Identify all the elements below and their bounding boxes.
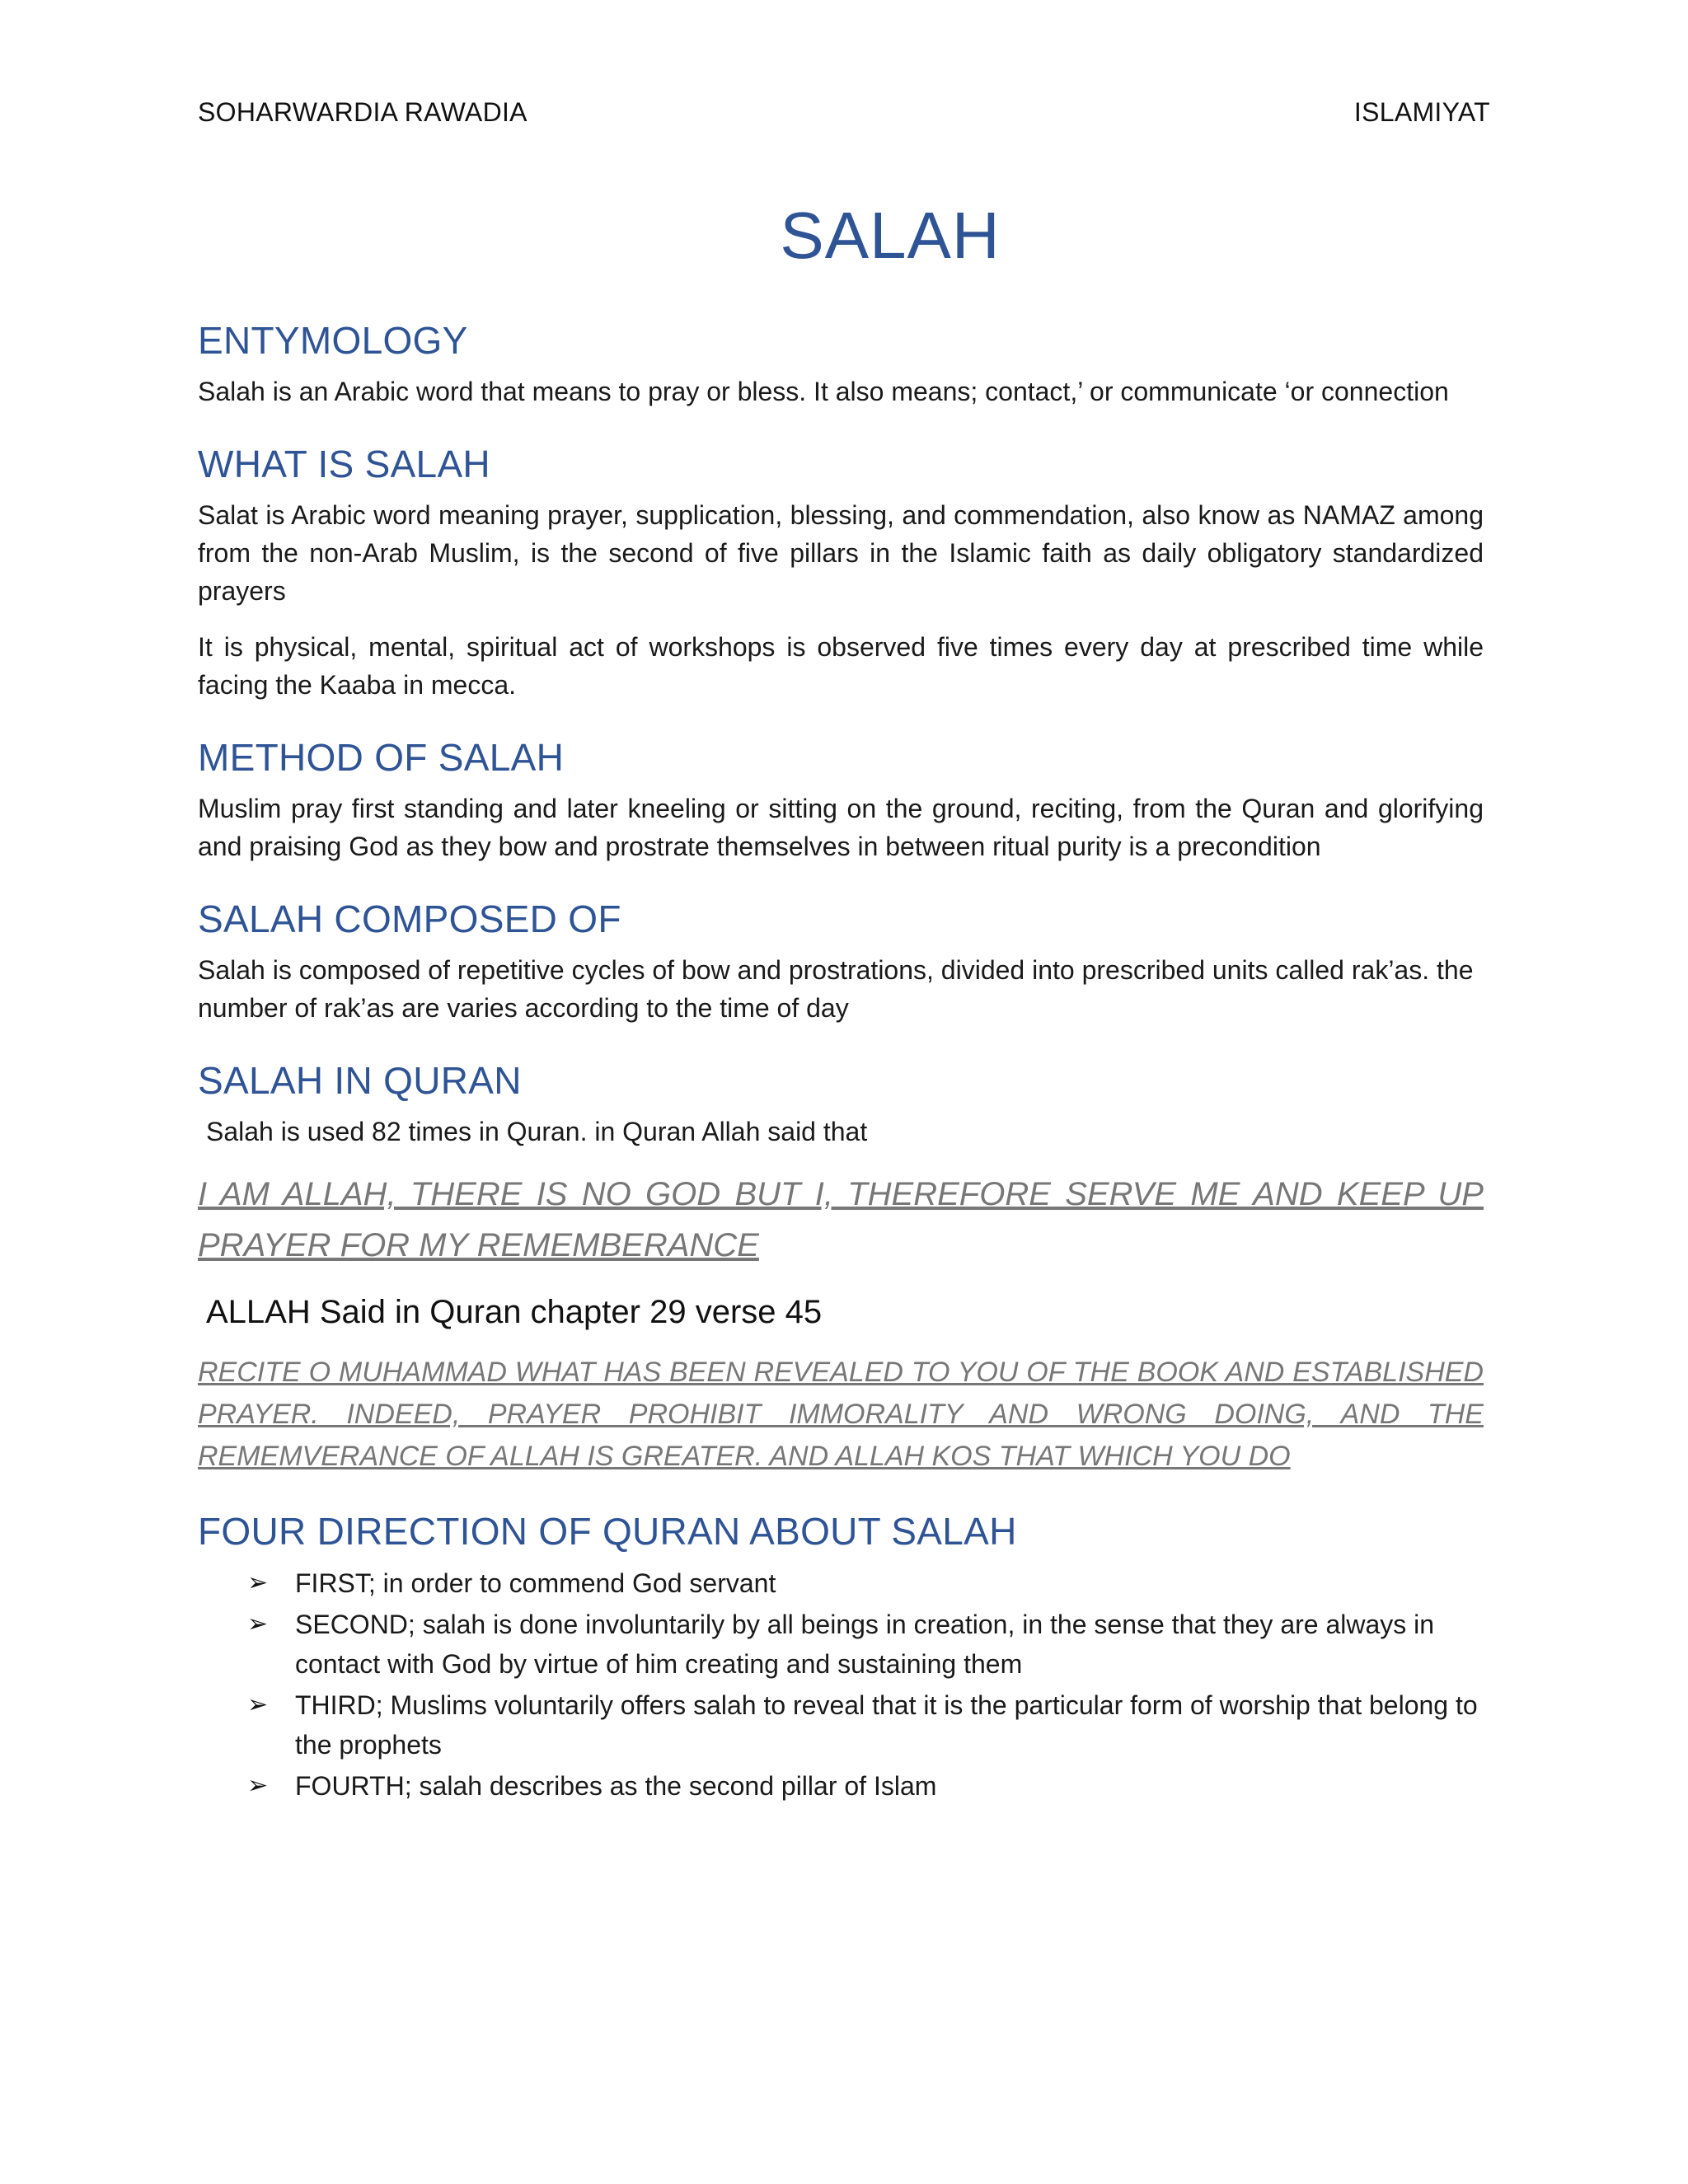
direction-list — [247, 1563, 1484, 1806]
list-item-text: FIRST; in order to commend God servant — [295, 1568, 776, 1598]
heading-what-is-salah: WHAT IS SALAH — [198, 443, 490, 485]
heading-in-quran: SALAH IN QURAN — [198, 1059, 522, 1102]
in-quran-intro: Salah is used 82 times in Quran. in Quran Allah said that — [206, 1117, 868, 1146]
quran-quote-2: RECITE O MUHAMMAD WHAT HAS BEEN REVEALED TO YOU OF THE BOOK AND ESTABLISHED PRAYER. INDEED, PRAYER PROHIBIT IMMORALITY AND WRONG DOING, AND THE REMEMVERANCE OF ALLAH IS GREATER. AND ALLAH KOS THAT WHICH YOU DO — [198, 1357, 1484, 1472]
what-is-salah-paragraph-1: Salat is Arabic word meaning prayer, supplication, blessing, and commendation, also know as NAMAZ among from the non-Arab Muslim, is the second of five pillars in the Islamic faith as daily obligatory standardized prayers — [198, 500, 1484, 606]
list-item — [247, 1563, 1484, 1603]
section-four-direction — [198, 1509, 1484, 1806]
header-right: ISLAMIYAT — [1353, 97, 1490, 127]
list-item — [247, 1766, 1484, 1806]
arrow-bullet-icon: ➢ — [247, 1691, 269, 1718]
section-in-quran — [198, 1058, 1484, 1478]
document-body — [198, 198, 1484, 1807]
page-header — [198, 97, 1490, 128]
list-item-text: THIRD; Muslims voluntarily offers salah to reveal that it is the particular form of worship that belong to the prophets — [295, 1690, 1478, 1760]
what-is-salah-paragraph-2: It is physical, mental, spiritual act of workshops is observed five times every day at prescribed time while facing the Kaaba in mecca. — [198, 632, 1484, 700]
list-item — [247, 1605, 1484, 1684]
heading-four-direction: FOUR DIRECTION OF QURAN ABOUT SALAH — [198, 1510, 1017, 1553]
method-text: Muslim pray first standing and later kneeling or sitting on the ground, reciting, from the Quran and glorifying and praising God as they bow and prostrate themselves in between ritual purity is a precondition — [198, 794, 1484, 861]
list-item-text: FOURTH; salah describes as the second pillar of Islam — [295, 1771, 937, 1801]
arrow-bullet-icon: ➢ — [247, 1569, 269, 1596]
section-what-is-salah — [198, 442, 1484, 704]
quran-quote-1: I AM ALLAH, THERE IS NO GOD BUT I, THEREFORE SERVE ME AND KEEP UP PRAYER FOR MY REMEMBERANCE — [198, 1176, 1484, 1263]
heading-method: METHOD OF SALAH — [198, 736, 565, 779]
etymology-text: Salah is an Arabic word that means to pray or bless. It also means; contact,’ or communicate ‘or connection — [198, 377, 1449, 406]
composed-text: Salah is composed of repetitive cycles of bow and prostrations, divided into prescribed units called rak’as. the number of rak’as are varies according to the time of day — [198, 955, 1474, 1023]
arrow-bullet-icon: ➢ — [247, 1772, 269, 1799]
list-item — [247, 1685, 1484, 1765]
header-left: SOHARWARDIA RAWADIA — [198, 97, 528, 127]
section-etymology — [198, 318, 1484, 410]
heading-etymology: ENTYMOLOGY — [198, 319, 468, 362]
list-item-text: SECOND; salah is done involuntarily by all beings in creation, in the sense that they are always in contact with God by virtue of him creating and sustaining them — [295, 1610, 1435, 1679]
page-title: SALAH — [780, 199, 1001, 272]
heading-composed: SALAH COMPOSED OF — [198, 898, 621, 940]
section-composed — [198, 897, 1484, 1027]
section-method — [198, 735, 1484, 865]
verse-reference: ALLAH Said in Quran chapter 29 verse 45 — [206, 1294, 823, 1330]
arrow-bullet-icon: ➢ — [247, 1610, 269, 1638]
